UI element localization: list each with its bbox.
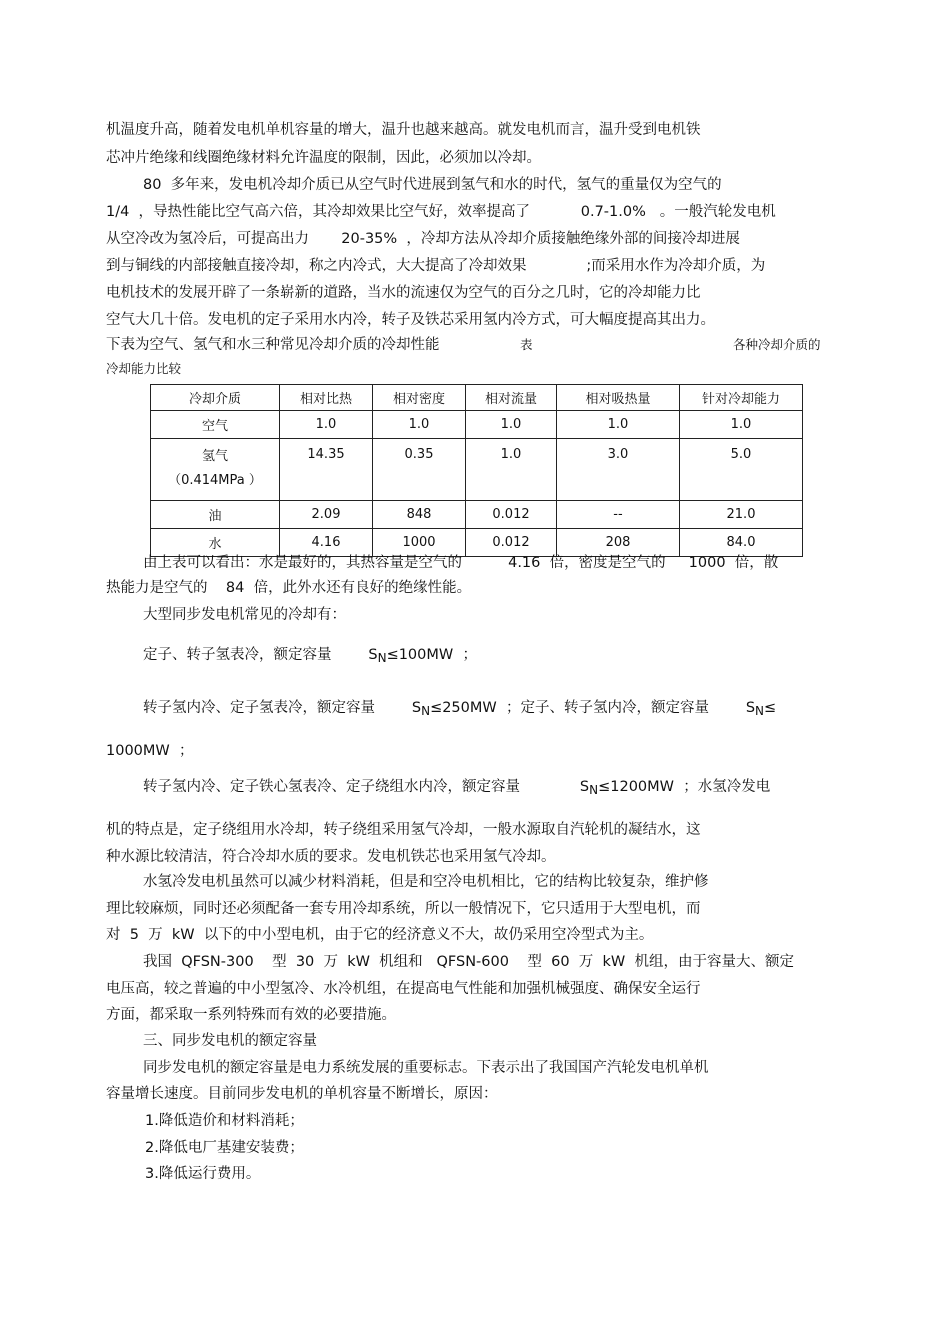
text-line: 机温度升高，随着发电机单机容量的增大，温升也越来越高。就发电机而言，温升受到电机铁	[106, 122, 701, 138]
text-line: 下表为空气、氢气和水三种常见冷却介质的冷却性能	[106, 337, 440, 353]
table-caption: 冷却能力比较	[106, 361, 182, 376]
table-caption-label: 表	[520, 337, 533, 352]
table-cell: 14.35	[280, 439, 373, 501]
table-cell: 1.0	[280, 411, 373, 439]
table-cell: 0.35	[373, 439, 466, 501]
table-cell: 空气	[151, 411, 280, 439]
text: ≤100MW ；	[386, 647, 477, 663]
table-cell: 84.0	[680, 529, 803, 557]
list-item: 3.降低运行费用。	[145, 1166, 261, 1182]
subscript: N	[377, 651, 387, 665]
table-cell	[151, 439, 280, 501]
text-line: 80 多年来，发电机冷却介质已从空气时代进展到氢气和水的时代，氢气的重量仅为空气的	[143, 177, 722, 193]
text-line: 空气大几十倍。发电机的定子采用水内冷，转子及铁芯采用氢内冷方式，可大幅度提高其出力。	[106, 312, 715, 328]
table-cell: 1.0	[557, 411, 680, 439]
table-cell: 1.0	[466, 439, 557, 501]
text-line: 我国 QFSN-300 型 30 万 kW 机组和 QFSN-600 型 60 万 kW 机组，由于容量大、额定	[143, 954, 794, 970]
table-row	[151, 411, 803, 439]
text: ≤1200MW ；水氢冷发电	[598, 779, 771, 795]
text-line: 容量增长速度。目前同步发电机的单机容量不断增长，原因：	[106, 1086, 498, 1102]
table-header: 相对密度	[373, 385, 466, 411]
table-cell: 848	[373, 501, 466, 529]
table-cell: 水	[151, 529, 280, 557]
list-item: 1.降低造价和材料消耗；	[145, 1113, 304, 1129]
text-line: 电压高，较之普遍的中小型氢冷、水冷机组，在提高电气性能和加强机械强度、确保安全运行	[106, 981, 701, 997]
text-line: 大型同步发电机常见的冷却有：	[143, 607, 346, 623]
text-line: 从空冷改为氢冷后，可提高出力 20-35% ，冷却方法从冷却介质接触绝缘外部的间接冷却进展	[106, 231, 740, 247]
table-cell: 0.012	[466, 501, 557, 529]
text-line: 1000MW ；	[106, 743, 194, 759]
table-header: 针对冷却能力	[680, 385, 803, 411]
table-cell: 2.09	[280, 501, 373, 529]
text-line: 由上表可以看出：水是最好的，其热容量是空气的 4.16 倍，密度是空气的 1000 倍，散	[143, 555, 779, 571]
text: ≤	[764, 700, 777, 716]
table-header: 冷却介质	[151, 385, 280, 411]
table-caption: 各种冷却介质的	[733, 337, 821, 352]
section-title: 三、同步发电机的额定容量	[143, 1033, 317, 1049]
text-line: 到与铜线的内部接触直接冷却，称之内冷式，大大提高了冷却效果 ;而采用水作为冷却介质，为	[106, 258, 766, 274]
table-cell: 4.16	[280, 529, 373, 557]
subscript: N	[589, 783, 599, 797]
subscript: N	[421, 704, 431, 718]
table-header: 相对比热	[280, 385, 373, 411]
table-cell: --	[557, 501, 680, 529]
cooling-media-table	[150, 384, 803, 557]
table-cell: 208	[557, 529, 680, 557]
table-cell: 油	[151, 501, 280, 529]
table-row	[151, 439, 803, 501]
text-line: 同步发电机的额定容量是电力系统发展的重要标志。下表示出了我国国产汽轮发电机单机	[143, 1060, 709, 1076]
table-cell: 5.0	[680, 439, 803, 501]
text-line: 方面，都采取一系列特殊而有效的必要措施。	[106, 1007, 396, 1023]
text-line: 理比较麻烦，同时还必须配备一套专用冷却系统，所以一般情况下，它只适用于大型电机，而	[106, 901, 701, 917]
table-cell: 1.0	[680, 411, 803, 439]
text: 转子氢内冷、定子氢表冷，额定容量 S	[143, 700, 422, 716]
text-line: 1/4 ，导热性能比空气高六倍，其冷却效果比空气好，效率提高了 0.7-1.0% 。一般汽轮发电机	[106, 204, 776, 220]
text: ≤250MW ；定子、转子氢内冷，额定容量 S	[430, 700, 756, 716]
table-cell: 21.0	[680, 501, 803, 529]
text-line: 对 5 万 kW 以下的中小型电机，由于它的经济意义不大，故仍采用空冷型式为主。	[106, 927, 654, 943]
text-line: 水氢冷发电机虽然可以减少材料消耗，但是和空冷电机相比，它的结构比较复杂，维护修	[143, 874, 709, 890]
text: 定子、转子氢表冷，额定容量 S	[143, 647, 378, 663]
table-cell: 1000	[373, 529, 466, 557]
table-cell: 0.012	[466, 529, 557, 557]
medium-note: （0.414MPa ）	[168, 473, 262, 488]
table-cell: 1.0	[373, 411, 466, 439]
table-cell: 3.0	[557, 439, 680, 501]
list-item: 2.降低电厂基建安装费；	[145, 1140, 304, 1156]
text-line: 电机技术的发展开辟了一条崭新的道路，当水的流速仅为空气的百分之几时，它的冷却能力比	[106, 285, 701, 301]
cooling-type-line	[143, 777, 770, 797]
table-header: 相对吸热量	[557, 385, 680, 411]
text-line: 芯冲片绝缘和线圈绝缘材料允许温度的限制，因此，必须加以冷却。	[106, 150, 541, 166]
cooling-type-line	[143, 698, 776, 718]
cooling-type-line	[143, 645, 477, 665]
text-line: 种水源比较清洁，符合冷却水质的要求。发电机铁芯也采用氢气冷却。	[106, 849, 556, 865]
table-row	[151, 501, 803, 529]
text-line: 机的特点是，定子绕组用水冷却，转子绕组采用氢气冷却，一般水源取自汽轮机的凝结水，这	[106, 822, 701, 838]
table-header: 相对流量	[466, 385, 557, 411]
medium-name: 氢气	[201, 449, 228, 464]
text-line: 热能力是空气的 84 倍，此外水还有良好的绝缘性能。	[106, 580, 472, 596]
subscript: N	[755, 704, 765, 718]
table-cell: 1.0	[466, 411, 557, 439]
text: 转子氢内冷、定子铁心氢表冷、定子绕组水内冷，额定容量 S	[143, 779, 590, 795]
